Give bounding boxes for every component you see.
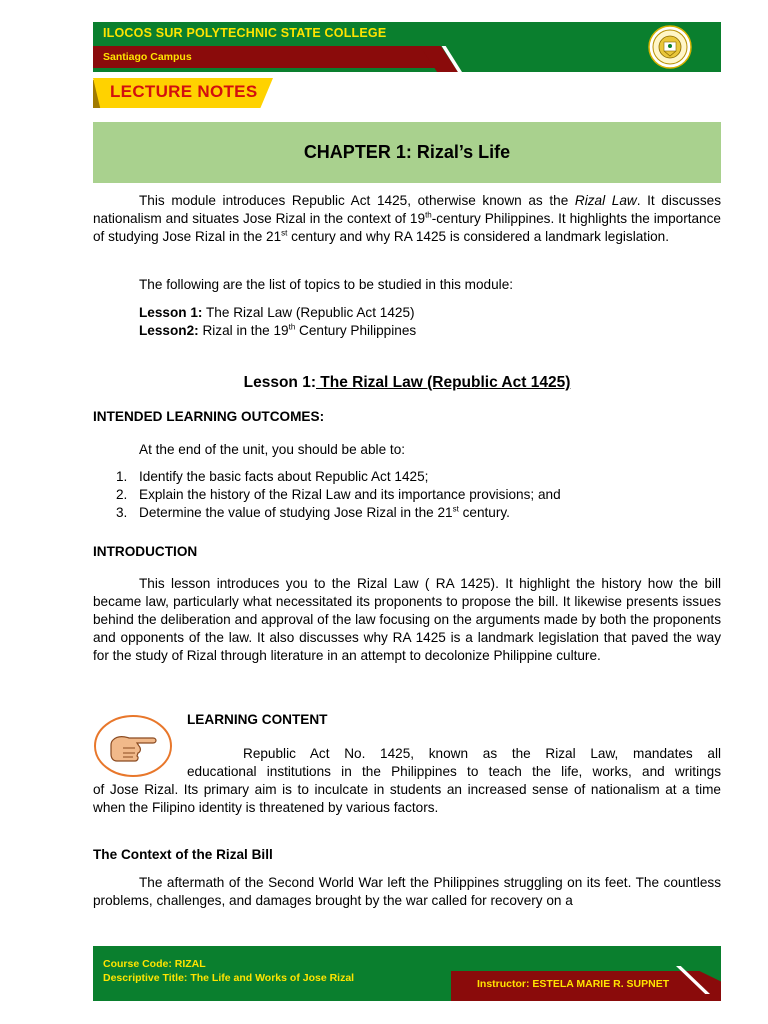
module-intro-paragraph: This module introduces Republic Act 1425, otherwise known as the Rizal Law. It discusses nationalism and situates Jose Rizal in the context of 19th-century Philippines. It highlights the importance of studying Jose Rizal in the 21st century and why RA 1425 is considered a landmark legislation. <box>93 193 721 244</box>
instructor-name: Instructor: ESTELA MARIE R. SUPNET <box>477 978 670 990</box>
descriptive-title: Descriptive Title: The Life and Works of Jose Rizal <box>103 972 355 984</box>
outcome-item: Identify the basic facts about Republic Act 1425; <box>139 469 429 484</box>
outcome-number: 2. <box>116 487 128 502</box>
learning-content-line: Republic Act No. 1425, known as the Rizal Law, mandates all <box>243 746 721 761</box>
context-paragraph: The aftermath of the Second World War left the Philippines struggling on its feet. The countless problems, challenges, and damages brought by the war called for recovery on a <box>93 875 721 908</box>
pointing-hand-icon <box>93 714 173 778</box>
lecture-notes-label: LECTURE NOTES <box>110 82 258 101</box>
chapter-title: CHAPTER 1: Rizal’s Life <box>303 142 511 162</box>
topics-lead: The following are the list of topics to be studied in this module: <box>139 277 514 292</box>
college-name: ILOCOS SUR POLYTECHNIC STATE COLLEGE <box>103 26 387 40</box>
topic-item: Lesson 1: The Rizal Law (Republic Act 1425) <box>139 305 415 320</box>
lesson-heading: Lesson 1: The Rizal Law (Republic Act 1425) <box>243 374 571 391</box>
outcome-number: 1. <box>116 469 128 484</box>
outcome-item: Explain the history of the Rizal Law and its importance provisions; and <box>139 487 561 502</box>
learning-content-line: educational institutions in the Philippines to teach the life, works, and writings <box>187 764 721 779</box>
outcomes-heading: INTENDED LEARNING OUTCOMES: <box>93 409 325 424</box>
context-heading: The Context of the Rizal Bill <box>93 847 273 862</box>
campus-name: Santiago Campus <box>103 51 192 63</box>
topic-item: Lesson2: Rizal in the 19th Century Philippines <box>139 322 417 338</box>
learning-content-paragraph: of Jose Rizal. Its primary aim is to inculcate in students an increased sense of nationalism at a time when the Filipino identity is threatened by various factors. <box>93 782 721 815</box>
course-code: Course Code: RIZAL <box>103 958 206 970</box>
outcomes-lead: At the end of the unit, you should be able to: <box>139 442 406 457</box>
learning-content-heading: LEARNING CONTENT <box>187 712 328 727</box>
introduction-paragraph: This lesson introduces you to the Rizal Law ( RA 1425). It highlight the history how the bill became law, particularly what necessitated its proponents to propose the bill. It likewise presents issues behind the deliberation and approval of the law focusing on the arguments made by both the proponents and opponents of the law. It also discusses why RA 1425 is a landmark legislation that paved the way for the study of Rizal through literature in an attempt to decolonize Philippine culture. <box>93 576 721 663</box>
college-seal-icon <box>648 25 692 69</box>
outcome-number: 3. <box>116 505 128 520</box>
introduction-heading: INTRODUCTION <box>93 544 198 559</box>
outcome-item: Determine the value of studying Jose Rizal in the 21st century. <box>139 504 510 520</box>
